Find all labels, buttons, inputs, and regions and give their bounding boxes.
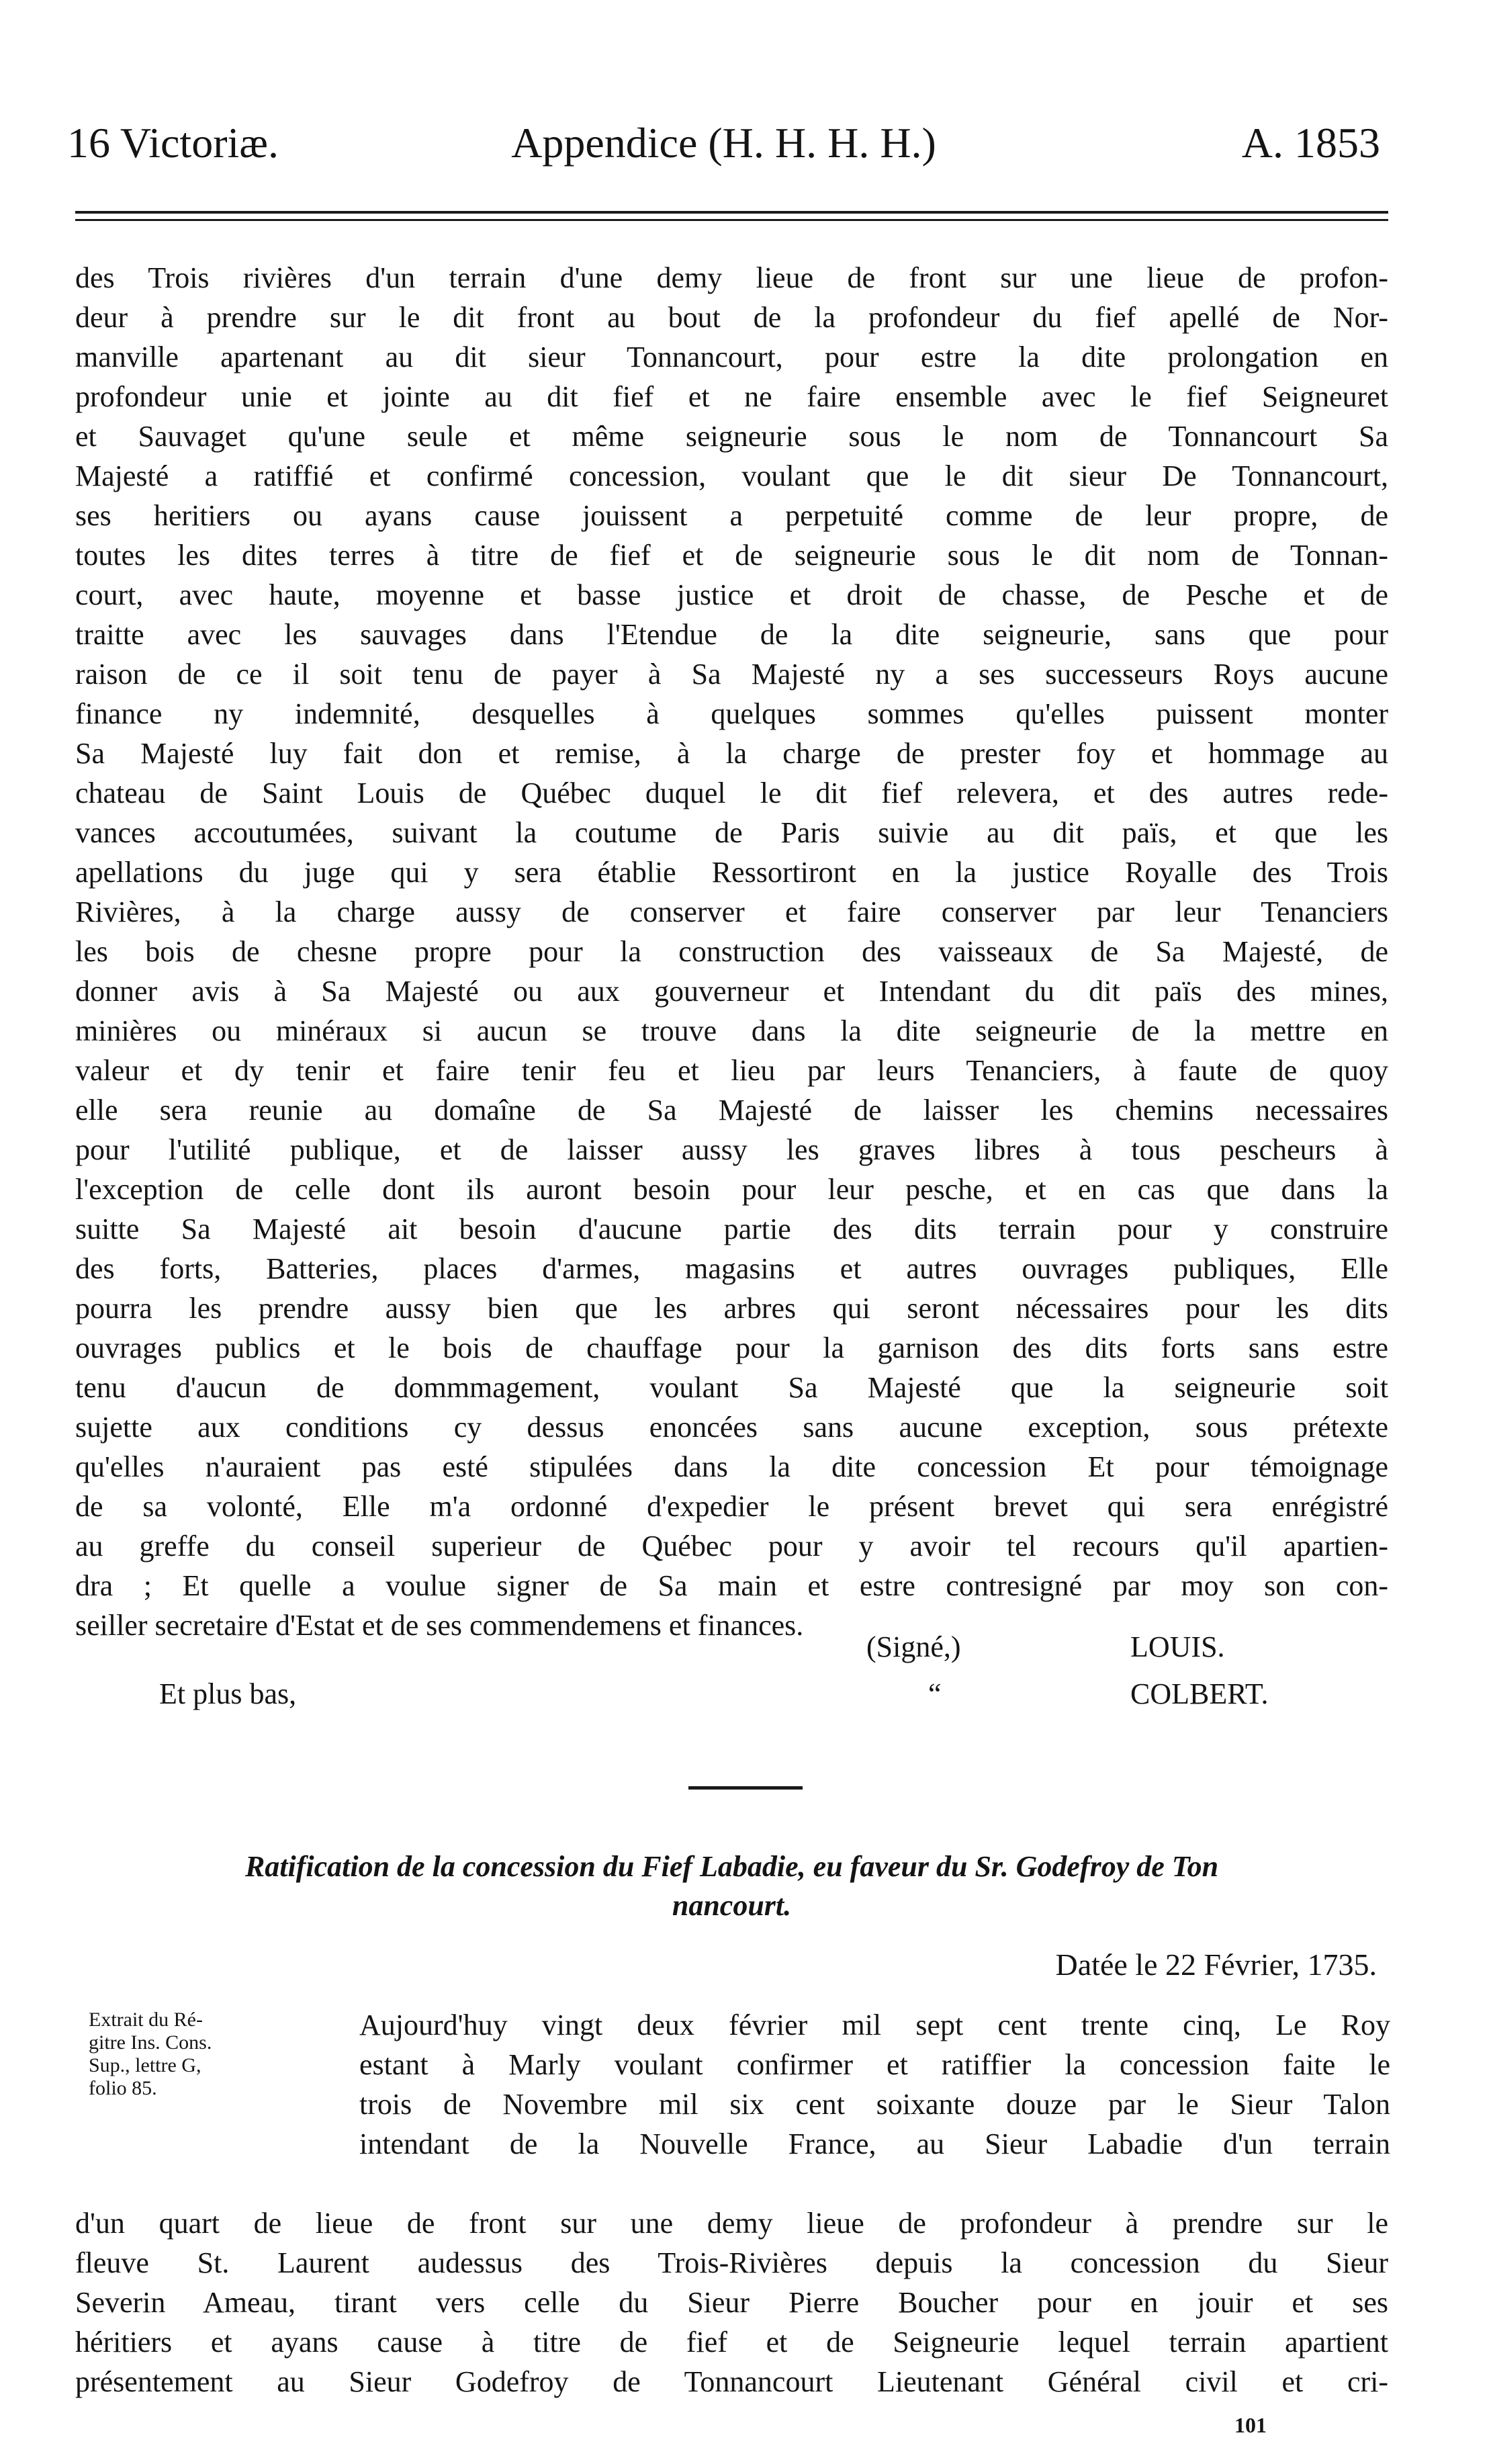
text-line: vances accoutumées, suivant la coutume de Paris suivie au dit païs, et que les bbox=[75, 816, 1388, 849]
section-divider bbox=[688, 1786, 803, 1790]
text-line: estant à Marly voulant confirmer et ratiffier la concession faite le bbox=[359, 2048, 1390, 2081]
section-title bbox=[75, 1847, 1388, 1925]
text-line: toutes les dites terres à titre de fief et de seigneurie sous le dit nom de Tonnan- bbox=[75, 539, 1388, 572]
text-line: traitte avec les sauvages dans l'Etendue de la dite seigneurie, sans que pour bbox=[75, 618, 1388, 651]
paragraph-concession-text bbox=[75, 258, 1388, 1645]
paragraph-ratification-indented bbox=[359, 2005, 1390, 2164]
text-line: profondeur unie et jointe au dit fief et ne faire ensemble avec le fief Seigneuret bbox=[75, 380, 1388, 413]
text-line: les bois de chesne propre pour la construction des vaisseaux de Sa Majesté, de bbox=[75, 935, 1388, 968]
section-date: Datée le 22 Février, 1735. bbox=[1055, 1947, 1377, 1982]
text-line: de sa volonté, Elle m'a ordonné d'expedier le présent brevet qui sera enrégistré bbox=[75, 1490, 1388, 1523]
header-rule-thick bbox=[75, 211, 1388, 214]
text-line: seiller secretaire d'Estat et de ses commendemens et finances. bbox=[75, 1609, 804, 1642]
margin-note-line: folio 85. bbox=[89, 2077, 157, 2099]
text-line: finance ny indemnité, desquelles à quelques sommes qu'elles puissent monter bbox=[75, 697, 1388, 730]
text-line: fleuve St. Laurent audessus des Trois-Rivières depuis la concession du Sieur bbox=[75, 2246, 1388, 2279]
margin-note-line: Extrait du Ré- bbox=[89, 2009, 203, 2031]
text-line: court, avec haute, moyenne et basse justice et droit de chasse, de Pesche et de bbox=[75, 578, 1388, 611]
text-line: deur à prendre sur le dit front au bout de la profondeur du fief apellé de Nor- bbox=[75, 301, 1388, 334]
paragraph-ratification-full bbox=[75, 2203, 1388, 2402]
text-line: présentement au Sieur Godefroy de Tonnancourt Lieutenant Général civil et cri- bbox=[75, 2365, 1388, 2398]
text-line: Rivières, à la charge aussy de conserver et faire conserver par leur Tenanciers bbox=[75, 895, 1388, 928]
text-line: des forts, Batteries, places d'armes, magasins et autres ouvrages publiques, Elle bbox=[75, 1252, 1388, 1285]
signer-louis: LOUIS. bbox=[1130, 1630, 1225, 1663]
text-line: chateau de Saint Louis de Québec duquel le dit fief relevera, et des autres rede- bbox=[75, 777, 1388, 809]
margin-note bbox=[89, 2009, 290, 2100]
text-line: donner avis à Sa Majesté ou aux gouverneur et Intendant du dit païs des mines, bbox=[75, 975, 1388, 1008]
text-line: l'exception de celle dont ils auront besoin pour leur pesche, et en cas que dans la bbox=[75, 1173, 1388, 1206]
et-plus-bas: Et plus bas, bbox=[159, 1677, 297, 1710]
text-line: au greffe du conseil superieur de Québec pour y avoir tel recours qu'il apartien- bbox=[75, 1530, 1388, 1563]
text-line: Severin Ameau, tirant vers celle du Sieur Pierre Boucher pour en jouir et ses bbox=[75, 2286, 1388, 2319]
text-line: des Trois rivières d'un terrain d'une demy lieue de front sur une lieue de profon- bbox=[75, 261, 1388, 294]
text-line: pourra les prendre aussy bien que les arbres qui seront nécessaires pour les dits bbox=[75, 1292, 1388, 1325]
text-line: Sa Majesté luy fait don et remise, à la charge de prester foy et hommage au bbox=[75, 737, 1388, 770]
section-title-line-2: nancourt. bbox=[672, 1889, 792, 1922]
text-line: suitte Sa Majesté ait besoin d'aucune partie des dits terrain pour y construire bbox=[75, 1213, 1388, 1245]
text-line: apellations du juge qui y sera établie Ressortiront en la justice Royalle des Trois bbox=[75, 856, 1388, 889]
text-line: raison de ce il soit tenu de payer à Sa Majesté ny a ses successeurs Roys aucune bbox=[75, 658, 1388, 691]
header-rule-thin bbox=[75, 219, 1388, 221]
ditto-mark: “ bbox=[928, 1677, 942, 1710]
margin-note-line: Sup., lettre G, bbox=[89, 2054, 201, 2076]
header-appendix-title: Appendice (H. H. H. H.) bbox=[511, 119, 936, 167]
text-line: et Sauvaget qu'une seule et même seigneurie sous le nom de Tonnancourt Sa bbox=[75, 420, 1388, 453]
text-line: minières ou minéraux si aucun se trouve dans la dite seigneurie de la mettre en bbox=[75, 1014, 1388, 1047]
folio-number: 101 bbox=[1234, 2413, 1267, 2437]
text-line: trois de Novembre mil six cent soixante douze par le Sieur Talon bbox=[359, 2088, 1390, 2121]
text-line: ses heritiers ou ayans cause jouissent a perpetuité comme de leur propre, de bbox=[75, 499, 1388, 532]
header-regnal-year: 16 Victoriæ. bbox=[67, 119, 279, 167]
text-line: ouvrages publics et le bois de chauffage pour la garnison des dits forts sans estre bbox=[75, 1331, 1388, 1364]
text-line: dra ; Et quelle a voulue signer de Sa main et estre contresigné par moy son con- bbox=[75, 1569, 1388, 1602]
text-line: pour l'utilité publique, et de laisser aussy les graves libres à tous pescheurs à bbox=[75, 1133, 1388, 1166]
running-header bbox=[67, 113, 1380, 173]
text-line: valeur et dy tenir et faire tenir feu et lieu par leurs Tenanciers, à faute de quoy bbox=[75, 1054, 1388, 1087]
text-line: d'un quart de lieue de front sur une demy lieue de profondeur à prendre sur le bbox=[75, 2207, 1388, 2240]
text-line: Majesté a ratiffié et confirmé concession, voulant que le dit sieur De Tonnancourt, bbox=[75, 459, 1388, 492]
margin-note-line: gitre Ins. Cons. bbox=[89, 2031, 212, 2054]
text-line: elle sera reunie au domaîne de Sa Majesté de laisser les chemins necessaires bbox=[75, 1094, 1388, 1127]
text-line: Aujourd'huy vingt deux février mil sept cent trente cinq, Le Roy bbox=[359, 2009, 1390, 2041]
text-line: manville apartenant au dit sieur Tonnancourt, pour estre la dite prolongation en bbox=[75, 341, 1388, 373]
signer-colbert: COLBERT. bbox=[1130, 1677, 1269, 1710]
text-line: sujette aux conditions cy dessus enoncées sans aucune exception, sous prétexte bbox=[75, 1411, 1388, 1444]
text-line: qu'elles n'auraient pas esté stipulées dans la dite concession Et pour témoignage bbox=[75, 1450, 1388, 1483]
signed-label: (Signé,) bbox=[866, 1630, 961, 1663]
text-line: héritiers et ayans cause à titre de fief et de Seigneurie lequel terrain apartient bbox=[75, 2326, 1388, 2359]
section-title-line-1: Ratification de la concession du Fief Labadie, eu faveur du Sr. Godefroy de Ton bbox=[244, 1850, 1219, 1883]
text-line: intendant de la Nouvelle France, au Sieur Labadie d'un terrain bbox=[359, 2127, 1390, 2160]
header-year: A. 1853 bbox=[1241, 119, 1380, 167]
text-line: tenu d'aucun de dommmagement, voulant Sa Majesté que la seigneurie soit bbox=[75, 1371, 1388, 1404]
